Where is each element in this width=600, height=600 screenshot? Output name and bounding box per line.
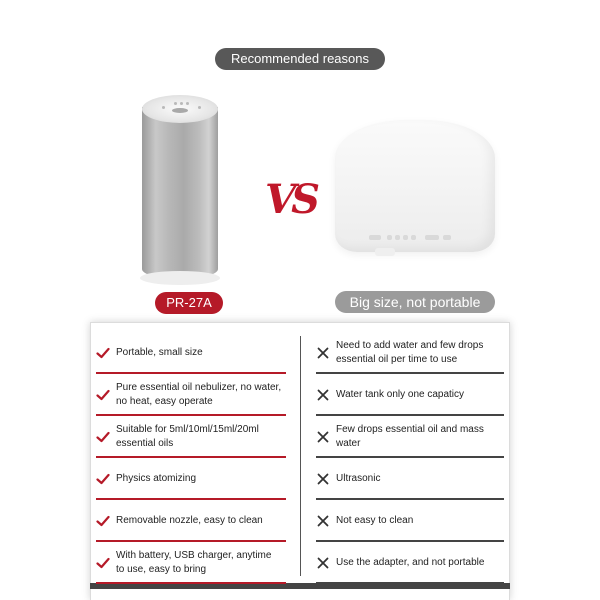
pr-27a-label: PR-27A (155, 292, 223, 314)
disadvantage-row (316, 332, 504, 374)
disadvantage-text: Not easy to clean (336, 515, 414, 526)
disadvantage-row (316, 416, 504, 458)
pr-27a-diffuser-image (140, 95, 220, 285)
disadvantage-text: Few drops essential oil and mass water (336, 424, 484, 449)
disadvantage-text: Use the adapter, and not portable (336, 557, 485, 568)
big-size-label: Big size, not portable (335, 291, 495, 313)
cross-icon (316, 430, 330, 444)
advantage-row (96, 416, 286, 458)
advantage-row (96, 332, 286, 374)
check-icon (96, 430, 110, 444)
disadvantage-underline (316, 582, 504, 584)
cross-icon (316, 472, 330, 486)
check-icon (96, 388, 110, 402)
disadvantage-row (316, 542, 504, 584)
advantage-row (96, 458, 286, 500)
advantage-underline (96, 582, 286, 584)
disadvantage-row (316, 500, 504, 542)
vs-mark: VS (265, 176, 315, 223)
cross-icon (316, 388, 330, 402)
check-icon (96, 514, 110, 528)
advantage-text: Pure essential oil nebulizer, no water, no heat, easy operate (116, 382, 282, 407)
disadvantage-row (316, 374, 504, 416)
disadvantage-text: Need to add water and few drops essential oil per time to use (336, 340, 484, 365)
advantage-text: Portable, small size (116, 347, 203, 358)
disadvantage-text: Water tank only one capaticy (336, 389, 465, 400)
check-icon (96, 556, 110, 570)
advantage-text: Physics atomizing (116, 473, 197, 484)
cross-icon (316, 514, 330, 528)
advantage-text: Removable nozzle, easy to clean (116, 515, 263, 526)
advantage-row (96, 500, 286, 542)
advantage-text: With battery, USB charger, anytime to use, easy to bring (116, 550, 272, 575)
cross-icon (316, 556, 330, 570)
advantage-row (96, 374, 286, 416)
check-icon (96, 472, 110, 486)
column-divider (300, 336, 301, 576)
disadvantage-row (316, 458, 504, 500)
cross-icon (316, 346, 330, 360)
disadvantage-text: Ultrasonic (336, 473, 381, 484)
advantage-text: Suitable for 5ml/10ml/15ml/20ml essential oils (116, 424, 259, 449)
ultrasonic-diffuser-image (335, 120, 495, 270)
page-title: Recommended reasons (215, 48, 385, 70)
advantage-row (96, 542, 286, 584)
check-icon (96, 346, 110, 360)
